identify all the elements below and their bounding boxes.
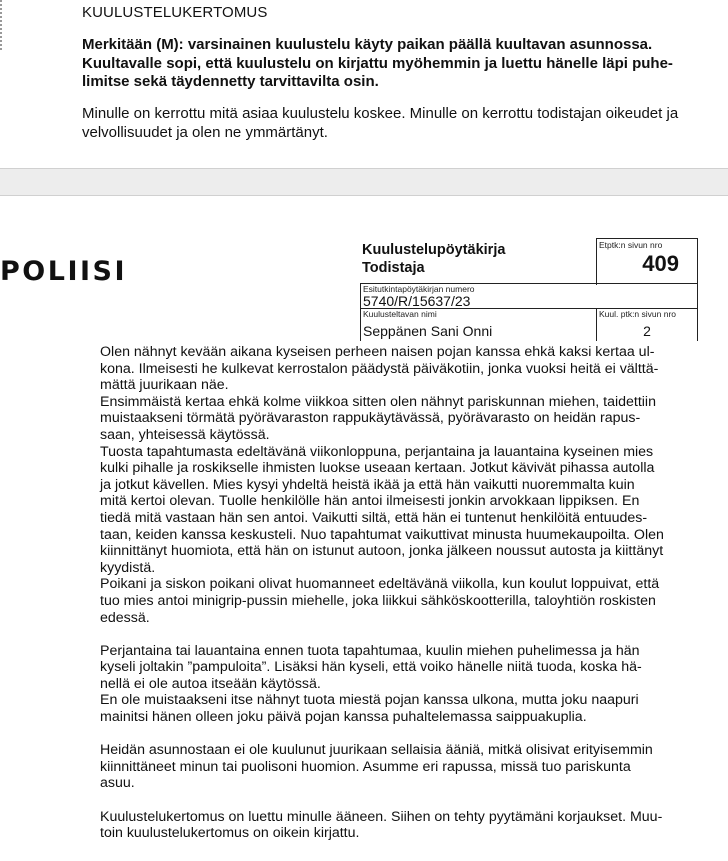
testimony-line: kyseli joltakin ”pampuloita”. Lisäksi hän kyseli, että voiko hänelle niitä tuoda, koska hä- <box>100 659 642 676</box>
bold-notice-line: Kuultavalle sopi, että kuulustelu on kirjattu myöhemmin ja luettu hänelle läpi puhe- <box>82 54 673 72</box>
testimony-line: ja jotkut kävellen. Mies kysyi yhdeltä heistä ikää ja että hän vaikutti nuoremmalta kuin <box>100 476 635 493</box>
testimony-line: saan, yhteisessä käytössä. <box>100 426 270 443</box>
interviewee-name-box <box>360 308 597 341</box>
testimony-line: toin kuulustelukertomus on oikein kirjattu. <box>100 825 360 842</box>
rights-statement-line: velvollisuudet ja olen ne ymmärtänyt. <box>82 124 328 141</box>
testimony-line: nellä ei ole autoa itseään käytössä. <box>100 675 321 692</box>
paragraph-gap <box>100 726 700 743</box>
document-type: Kuulustelupöytäkirja <box>362 242 506 258</box>
interview-page-number: 2 <box>643 323 651 339</box>
testimony-line: Kuulustelukertomus on luettu minulle ääneen. Siihen on tehty pyytämäni korjaukset. Muu- <box>100 808 663 825</box>
testimony-line: kyydistä. <box>100 559 156 576</box>
testimony-line: Ensimmäistä kertaa ehkä kolme viikkoa sitten olen nähnyt pariskunnan miehen, taidettiin <box>100 393 656 410</box>
testimony-line: asuu. <box>100 775 135 792</box>
testimony-line: mättä juurikaan näe. <box>100 377 229 394</box>
police-logo: POLIISI <box>0 256 128 287</box>
case-number-value: 5740/R/15637/23 <box>363 293 471 309</box>
testimony-line: Poikani ja siskon poikani olivat huomanneet edeltävänä viikolla, kun koulut loppuivat, että <box>100 576 660 593</box>
testimony-line: kona. Ilmeisesti he kulkevat kerrostalon päädystä päiväkotiin, jonka vuoksi heitä ei välttä- <box>100 360 659 377</box>
testimony-line: kulki pihalle ja roskikselle ihmisten luokse useaan kertaan. Jotkut kävivät pihassa autolla <box>100 460 655 477</box>
testimony-line: taan, keiden kanssa keskusteli. Nuo tapahtumat vaikuttivat minusta huumekaupoilta. Olen <box>100 526 664 543</box>
paragraph-gap <box>100 792 700 809</box>
testimony-line: En ole muistaakseni itse nähnyt tuota miestä pojan kanssa ulkona, mutta joku naapuri <box>100 692 639 709</box>
interviewee-name-label: Kuulusteltavan nimi <box>363 309 437 319</box>
testimony-line: kiinnittäneet minun tai puolisoni huomion. Asumme eri rapussa, missä tuo pariskunta <box>100 758 631 775</box>
etptk-page-label: Etptk:n sivun nro <box>599 240 663 250</box>
bold-notice-line: Merkitään (M): varsinainen kuulustelu käyty paikan päällä kuultavan asunnossa. <box>82 36 653 53</box>
testimony-line: Olen nähnyt kevään aikana kyseisen perheen naisen pojan kanssa ehkä kaksi kertaa ul- <box>100 344 655 360</box>
testimony-line: mitä kertoi olevan. Tuolle henkilölle hän antoi ilmeisesti jonkin arvokkaan lippiksen. En <box>100 493 640 510</box>
bold-notice-line: limitse sekä täydennetty tarvittavilta osin. <box>82 73 379 90</box>
testimony-line: kiinnittänyt huomiota, että hän on istunut autoon, jonka jälkeen noussut autosta ja kiittänyt <box>100 543 664 560</box>
scan-edge-marks <box>0 0 6 50</box>
testimony-line: edessä. <box>100 609 150 626</box>
page-separator <box>0 168 728 196</box>
document-header-title <box>362 241 505 277</box>
report-title: KUULUSTELUKERTOMUS <box>82 4 268 21</box>
document-role: Todistaja <box>362 260 425 276</box>
rights-statement <box>82 104 702 142</box>
interview-page-label: Kuul. ptk:n sivun nro <box>599 309 677 319</box>
testimony-line: Perjantaina tai lauantaina ennen tuota tapahtumaa, kuulin miehen puhelimessa ja hän <box>100 642 640 659</box>
testimony-line: Heidän asunnostaan ei ole kuulunut juurikaan sellaisia ääniä, mitkä olisivat erityisemmin <box>100 742 653 759</box>
testimony-text <box>100 344 700 842</box>
interviewee-name-value: Seppänen Sani Onni <box>363 323 493 339</box>
testimony-line: muistaakseni törmätä pyörävaraston rappukäytävässä, pyörävarasto on heidän rapus- <box>100 410 641 427</box>
testimony-line: tiedä mitä vastaan hän sen antoi. Vaikutti siltä, että hän ei tuntenut henkilöitä entuudes- <box>100 509 648 526</box>
testimony-line: Tuosta tapahtumasta edeltävänä viikonloppuna, perjantaina ja lauantaina kyseinen mies <box>100 443 654 460</box>
rights-statement-line: Minulle on kerrottu mitä asiaa kuulustelu koskee. Minulle on kerrottu todistajan oikeudet ja <box>82 105 679 122</box>
case-number-label: Esitutkintapöytäkirjan numero <box>363 284 475 294</box>
case-number-box <box>360 283 698 309</box>
previous-page-fragment <box>0 0 728 168</box>
testimony-line: tuo mies antoi minigrip-pussin miehelle, joka liikkui sähköskootterilla, taloyhtiön roskisten <box>100 592 656 609</box>
interview-page-box <box>596 308 698 341</box>
testimony-line: mainitsi hänen olleen joku päivä pojan kanssa puhaltelemassa saippuakuplia. <box>100 709 587 726</box>
etptk-page-number: 409 <box>642 251 679 276</box>
paragraph-gap <box>100 626 700 643</box>
etptk-page-box <box>596 238 698 285</box>
bold-notice <box>82 36 682 92</box>
